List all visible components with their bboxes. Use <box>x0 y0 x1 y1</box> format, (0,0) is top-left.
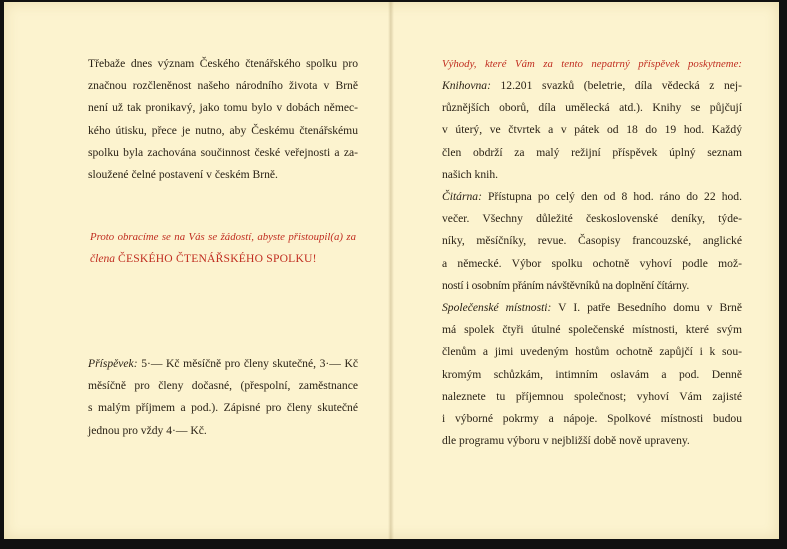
appeal-line <box>90 248 356 270</box>
text-line <box>442 297 742 319</box>
text-line: spolku byla zachována součinnost české veřejnosti a za- <box>88 145 358 159</box>
text-line: členům a jimi uvedeným hostům ochotně zapůjčí i k sou- <box>442 345 742 359</box>
text-line: s malým příjmem a pod.). Zápisné pro členy skutečné <box>88 401 358 415</box>
text-line: má spolek čtyři útulné společenské místnosti, které svým <box>442 323 742 337</box>
text-line: a německé. Výbor spolku ochotně vyhoví podle mož- <box>442 256 742 270</box>
reading-room-label: Čitárna: <box>442 190 482 203</box>
text-line: není už tak pronikavý, jako tomu bylo v dobách němec- <box>88 101 358 115</box>
text-line: značnou rozčleněnost našeho národního života v Brně <box>88 79 358 93</box>
appeal-line: Proto obracíme se na Vás se žádostí, abyste přistoupil(a) za <box>90 231 356 243</box>
text-line <box>88 353 358 375</box>
text-line: večer. Všechny důležité československé deníky, týde- <box>442 212 742 226</box>
text-line <box>442 186 742 208</box>
library-paragraph <box>442 75 742 186</box>
social-rooms-paragraph <box>442 297 742 452</box>
text-line: našich knih. <box>442 167 499 181</box>
right-page <box>394 2 779 539</box>
social-rooms-text: V I. patře Besedního domu v Brně <box>551 301 742 314</box>
benefits-heading: Výhody, které Vám za tento nepatrný příspěvek poskytneme: <box>442 58 742 70</box>
center-fold <box>388 2 394 539</box>
left-page <box>4 2 390 539</box>
text-line: jednou pro vždy 4·— Kč. <box>88 423 207 437</box>
fee-label: Příspěvek: <box>88 357 138 370</box>
text-line: i výborné pokrmy a nápoje. Spolkové místnosti budou <box>442 412 742 426</box>
text-line: dle programu výboru v nejbližší době nově upraveny. <box>442 434 690 448</box>
text-line: různějších oborů, díla umělecká atd.). Knihy se půjčují <box>442 101 742 115</box>
text-line: níky, měsíčníky, revue. Časopisy francouzské, anglické <box>442 234 742 248</box>
membership-appeal <box>90 226 356 270</box>
reading-room-text: Přístupna po celý den od 8 hod. ráno do 22 hod. <box>481 190 742 203</box>
benefits-heading-block <box>442 53 742 75</box>
reading-room-paragraph <box>442 186 742 297</box>
fee-paragraph <box>88 353 358 442</box>
society-name: ČESKÉHO ČTENÁŘSKÉHO SPOLKU! <box>118 252 317 266</box>
text-line: měsíčně pro členy dočasné, (přespolní, zaměstnance <box>88 379 358 393</box>
social-rooms-label: Společenské místnosti: <box>442 301 552 314</box>
text-line <box>442 75 742 97</box>
library-label: Knihovna: <box>442 79 491 92</box>
text-line: ností i osobním přáním návštěvníků na doplnění čítárny. <box>442 278 689 292</box>
intro-paragraph <box>88 53 358 186</box>
text-line: kého útisku, přece je nutno, aby Českému čtenářskému <box>88 123 358 137</box>
text-line: kromým schůzkám, intimním oslavám a pod. Denně <box>442 367 742 381</box>
text-line: naleznete tu příjemnou společnost; vyhoví Vám zajisté <box>442 389 742 403</box>
text-line: v úterý, ve čtvrtek a v pátek od 18 do 19 hod. Každý <box>442 123 742 137</box>
text-line: sloužené čelné postavení v českém Brně. <box>88 168 278 182</box>
fee-text: 5·— Kč měsíčně pro členy skutečné, 3·— Kč <box>137 357 358 370</box>
library-text: 12.201 svazků (beletrie, díla vědecká z nej- <box>490 79 742 92</box>
appeal-prefix: člena <box>90 252 116 266</box>
text-line: člen obdrží za malý režijní příspěvek úplný seznam <box>442 145 742 159</box>
text-line: Třebaže dnes význam Českého čtenářského spolku pro <box>88 57 358 70</box>
